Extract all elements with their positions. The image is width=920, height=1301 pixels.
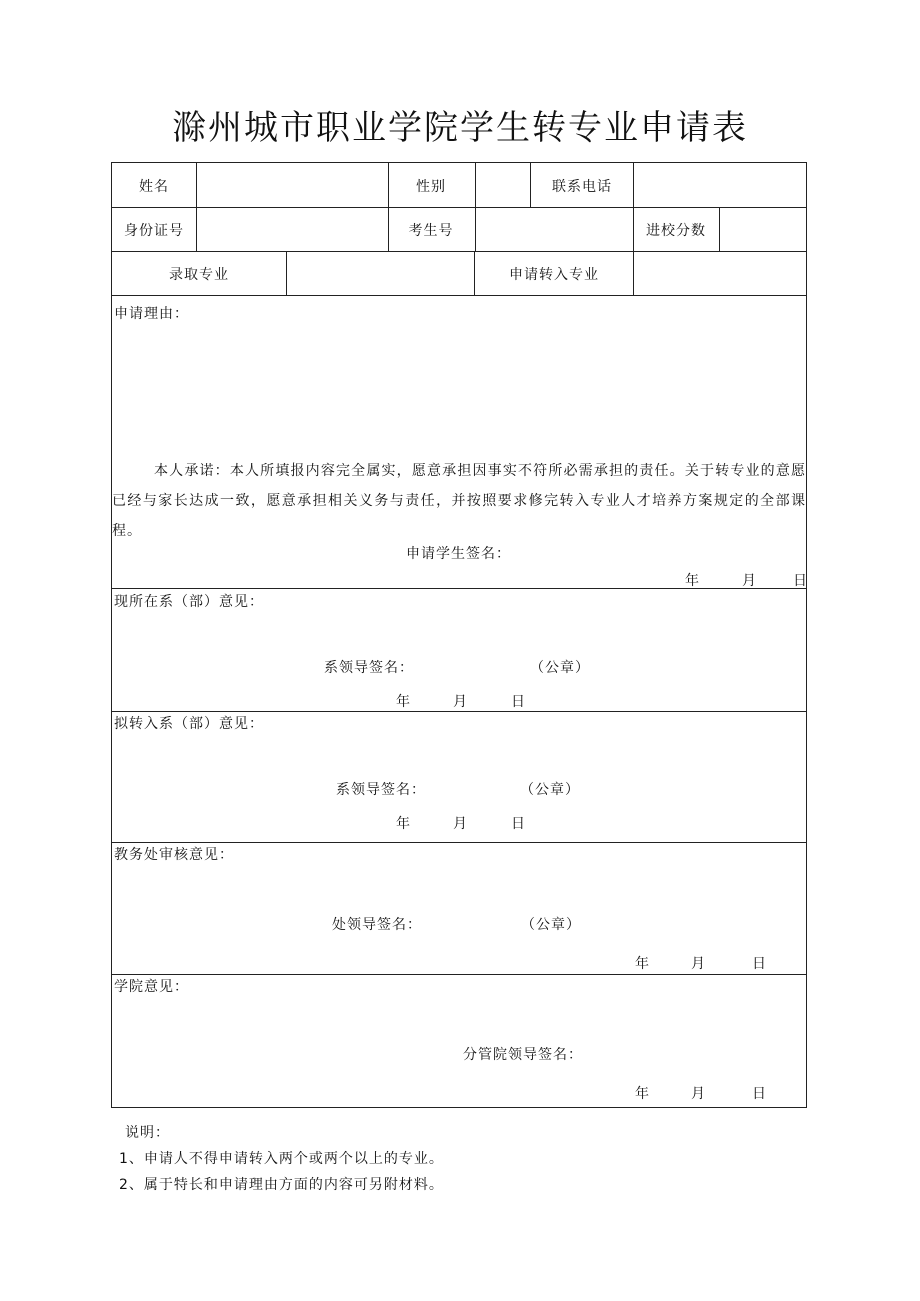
official-seal-label: （公章） <box>520 782 580 798</box>
gender-label: 性别 <box>416 179 446 195</box>
commitment-statement: 本人承诺：本人所填报内容完全属实，愿意承担因事实不符所必需承担的责任。关于转专业的意愿已经与家长达成一致，愿意承担相关义务与责任，并按照要求修完转入专业人才培养方案规定的全部课程。 <box>112 463 806 539</box>
date-year: 年 <box>685 573 700 589</box>
target-dept-label: 拟转入系（部）意见： <box>114 716 264 732</box>
official-seal-label: （公章） <box>530 660 590 676</box>
date-month: 月 <box>453 694 468 710</box>
admitted-major-label: 录取专业 <box>169 267 229 283</box>
entry-score-label: 进校分数 <box>646 223 706 239</box>
date-day: 日 <box>511 816 526 832</box>
date-day: 日 <box>511 694 526 710</box>
name-label: 姓名 <box>139 179 169 195</box>
date-day: 日 <box>752 956 767 972</box>
college-signature-label: 分管院领导签名： <box>463 1047 583 1063</box>
section-divider <box>111 588 807 589</box>
date-day: 日 <box>752 1086 767 1102</box>
notes <box>119 1120 444 1198</box>
date-year: 年 <box>396 694 411 710</box>
note-item: 2、属于特长和申请理由方面的内容可另附材料。 <box>119 1177 444 1193</box>
note-item: 1、申请人不得申请转入两个或两个以上的专业。 <box>119 1151 444 1167</box>
date-month: 月 <box>691 1086 706 1102</box>
exam-number-label: 考生号 <box>408 223 454 239</box>
section-divider <box>111 974 807 975</box>
date-year: 年 <box>635 1086 650 1102</box>
date-month: 月 <box>453 816 468 832</box>
date-month: 月 <box>742 573 757 589</box>
row-divider <box>111 207 807 208</box>
current-dept-label: 现所在系（部）意见： <box>114 594 264 610</box>
row-divider <box>111 251 807 252</box>
apply-major-label: 申请转入专业 <box>509 267 599 283</box>
col-divider <box>286 251 287 295</box>
reason-label: 申请理由： <box>114 306 189 322</box>
id-number-label: 身份证号 <box>124 223 184 239</box>
col-divider <box>719 207 720 251</box>
section-divider <box>111 711 807 712</box>
phone-label: 联系电话 <box>552 179 612 195</box>
row-divider <box>111 295 807 296</box>
target-dept-signature-label: 系领导签名： <box>336 782 426 798</box>
col-divider <box>474 251 475 295</box>
date-month: 月 <box>691 956 706 972</box>
date-year: 年 <box>396 816 411 832</box>
current-dept-signature-label: 系领导签名： <box>324 660 414 676</box>
official-seal-label: （公章） <box>521 917 581 933</box>
date-day: 日 <box>793 573 808 589</box>
col-divider <box>633 162 634 295</box>
col-divider <box>388 162 389 251</box>
college-opinion-label: 学院意见： <box>114 979 189 995</box>
col-divider <box>196 162 197 251</box>
col-divider <box>475 162 476 251</box>
student-signature-label: 申请学生签名： <box>406 546 511 562</box>
notes-heading: 说明： <box>125 1125 170 1141</box>
section-divider <box>111 842 807 843</box>
date-year: 年 <box>635 956 650 972</box>
academic-affairs-label: 教务处审核意见： <box>114 847 234 863</box>
academic-affairs-signature-label: 处领导签名： <box>332 917 422 933</box>
col-divider <box>530 162 531 207</box>
page-title: 滁州城市职业学院学生转专业申请表 <box>172 108 748 148</box>
